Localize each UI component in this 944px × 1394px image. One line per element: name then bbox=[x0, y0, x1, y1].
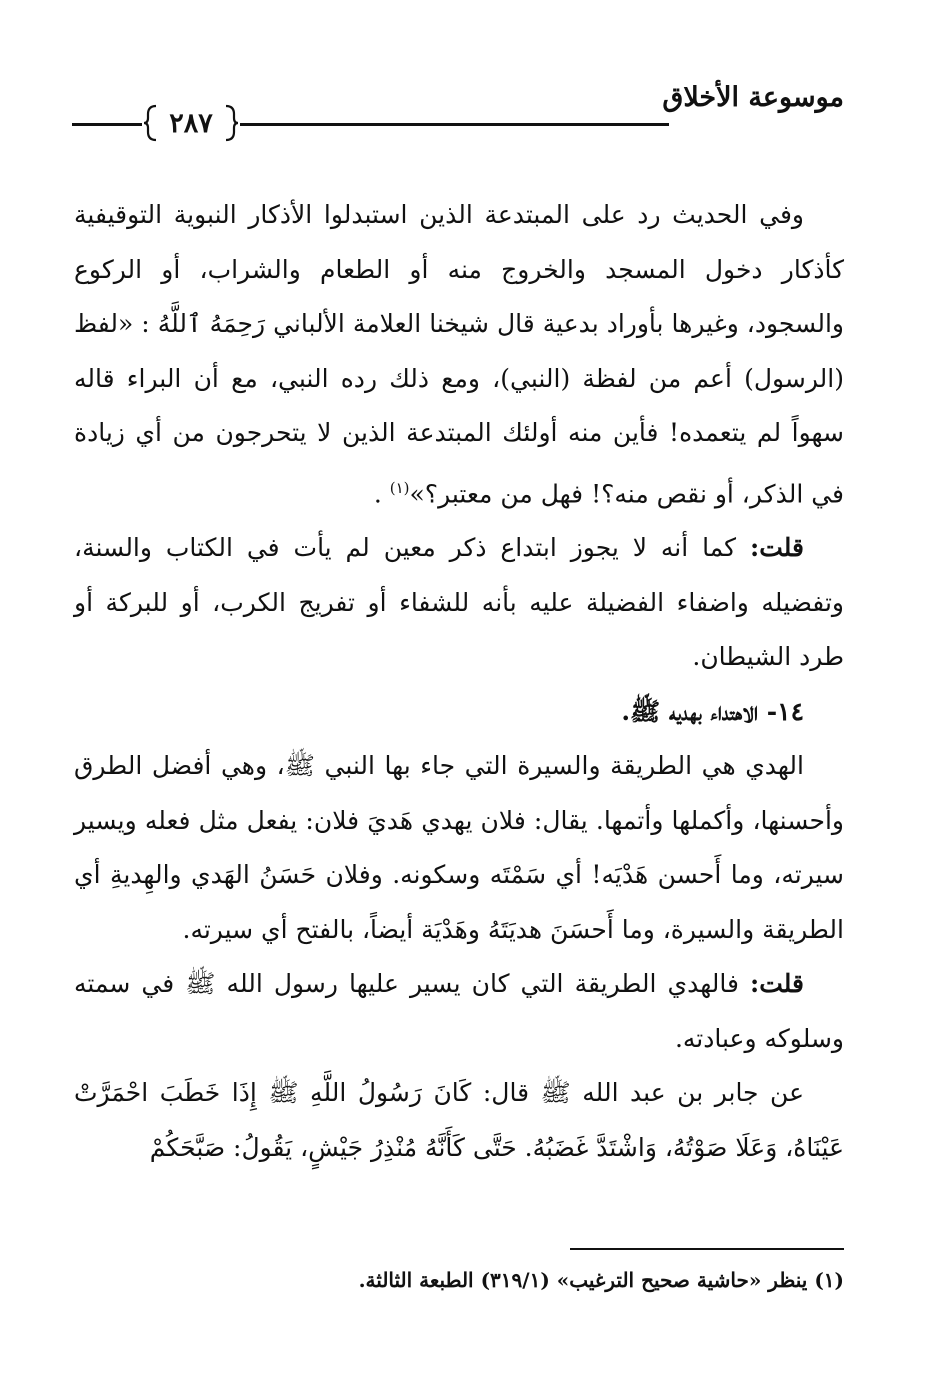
body-text bbox=[74, 188, 844, 1175]
title-mask bbox=[669, 112, 844, 132]
paragraph-1-text: وفي الحديث رد على المبتدعة الذين استبدلوا الأذكار النبوية التوقيفية كأذكار دخول المسجد والخروج منه أو الطعام والشراب، أو الركوع والسجود، وغيرها بأوراد بدعية قال شيخنا العلامة الألباني رَحِمَهُ ٱللَّهُ : «لفظ (الرسول) أعم من لفظة (النبي)، ومع ذلك رده النبي، مع أن البراء قاله سهواً لم يتعمده! فأين منه أولئك المبتدعة الذين لا يتحرجون من أي زيادة في الذكر، أو نقص منه؟! فهل من معتبر؟» bbox=[74, 200, 844, 508]
paragraph-2-lead: قلت: bbox=[750, 533, 805, 563]
paragraph-4-lead: قلت: bbox=[750, 969, 805, 999]
paragraph-3-text: الهدي هي الطريقة والسيرة التي جاء بها النبي ﷺ، وهي أفضل الطرق وأحسنها، وأكملها وأتمها. يقال: فلان يهدي هَديَ فلان: يفعل مثل فعله ويسير سيرته، وما أَحسن هَدْيَه! أي سَمْتَه وسكونه. وفلان حَسَنُ الهَدي والهِديةِ أي الطريقة والسيرة، وما أَحسَنَ هديَتَهُ وهَدْيَة أيضاً، بالفتح أي سيرته. bbox=[74, 751, 844, 944]
page-number: ٢٨٧ bbox=[169, 107, 213, 139]
paragraph-1 bbox=[74, 188, 844, 521]
paragraph-4 bbox=[74, 957, 844, 1066]
page-header bbox=[72, 82, 844, 138]
paragraph-2 bbox=[74, 521, 844, 685]
paragraph-1-tail: . bbox=[373, 478, 382, 508]
paragraph-5 bbox=[74, 1066, 844, 1175]
header-rule-left bbox=[72, 123, 142, 126]
footnote-ref: (١) bbox=[389, 478, 410, 497]
paragraph-4-text: فالهدي الطريقة التي كان يسير عليها رسول الله ﷺ في سمته وسلوكه وعبادته. bbox=[74, 969, 844, 1053]
paragraph-3 bbox=[74, 739, 844, 957]
page-number-box bbox=[144, 104, 238, 142]
paragraph-2-text: كما أنه لا يجوز ابتداع ذكر معين لم يأت في الكتاب والسنة، وتفضيله واضفاء الفضيلة عليه بأنه للشفاء أو تفريج الكرب، أو للبركة أو طرد الشيطان. bbox=[74, 533, 844, 672]
footnote: (١) ينظر «حاشية صحيح الترغيب» (٣١٩/١) الطبعة الثالثة. bbox=[358, 1268, 844, 1292]
paragraph-5-text: عن جابر بن عبد الله ﷺ قال: كَانَ رَسُولُ اللَّهِ ﷺ إِذَا خَطَبَ احْمَرَّتْ عَيْنَاهُ، وَعَلَا صَوْتُهُ، وَاشْتَدَّ غَضَبُهُ. حَتَّى كَأَنَّهُ مُنْذِرُ جَيْشٍ، يَقُولُ: صَبَّحَكُمْ bbox=[74, 1078, 844, 1162]
section-heading: ١٤- الاهتداء بهديه ﷺ. bbox=[621, 696, 804, 726]
footnote-separator bbox=[570, 1248, 844, 1250]
book-title: موسوعة الأخلاق bbox=[662, 82, 844, 113]
